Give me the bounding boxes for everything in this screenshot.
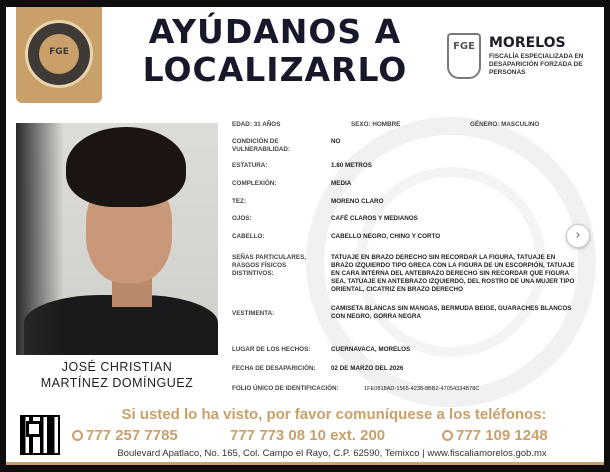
location-label: LUGAR DE LOS HECHOS: xyxy=(232,346,311,353)
location-value: CUERNAVACA, MORELOS xyxy=(331,346,411,353)
folio-value: 1FE0818AD-1565-4238-8BB2-47054334B78C xyxy=(364,386,480,392)
next-image-button[interactable] xyxy=(566,224,590,248)
person-name-line-2: MARTÍNEZ DOMÍNGUEZ xyxy=(40,376,194,390)
footer-accent-bar xyxy=(6,462,604,465)
whatsapp-icon xyxy=(442,430,453,441)
eyes-value: CAFÉ CLAROS Y MEDIANOS xyxy=(331,215,418,222)
vulnerability-label: CONDICIÓN DE VULNERABILIDAD: xyxy=(232,138,291,153)
distinguishing-marks-label: SEÑAS PARTICULARES, RASGOS FÍSICOS DISTINTIVOS: xyxy=(232,254,307,277)
hair-value: CABELLO NEGRO, CHINO Y CORTO xyxy=(331,233,441,240)
phone-2-number: 777 773 08 10 ext. 200 xyxy=(230,427,386,444)
photo-hair xyxy=(66,127,186,207)
brand-subtitle: FISCALÍA ESPECIALIZADA EN DESAPARICIÓN FORZADA DE PERSONAS xyxy=(489,53,584,76)
contact-prompt: Si usted lo ha visto, por favor comuníquese a los teléfonos: xyxy=(121,406,547,423)
headline xyxy=(130,13,420,89)
address-line: Boulevard Apatlaco, No. 165, Col. Campo el Rayo, C.P. 62590, Temixco | www.fiscaliamorelos.gob.mx xyxy=(117,448,547,459)
phone-1[interactable] xyxy=(72,427,178,444)
whatsapp-icon xyxy=(72,430,83,441)
qr-code[interactable] xyxy=(20,415,60,455)
fge-seal-logo xyxy=(25,20,93,88)
complexion-value: MORENO CLARO xyxy=(331,198,384,205)
distinguishing-marks-value: TATUAJE EN BRAZO DERECHO SIN RECORDAR LA FIGURA, TATUAJE EN BRAZO IZQUIERDO TIPO GRECA CON LA FIGURA DE UN ESCORPIÓN, TATUAJE EN CARA INTERNA DEL ANTEBRAZO DERECHO SIN RECORDAR QUE FIGURA SEA, TATUAJE EN ANTEBRAZO IZQUIERDO, DEL ROSTRO DE UNA MUJER TIPO ORIENTAL, CICATRIZ EN BRAZO DERECHO xyxy=(331,254,575,293)
clothing-label: VESTIMENTA: xyxy=(232,310,275,317)
date-label: FECHA DE DESAPARICIÓN: xyxy=(232,365,316,372)
person-name-line-1: JOSÉ CHRISTIAN xyxy=(61,360,173,374)
build-label: COMPLEXIÓN: xyxy=(232,180,277,187)
phone-2[interactable] xyxy=(230,427,385,444)
chevron-right-icon: › xyxy=(575,228,581,243)
date-value: 02 DE MARZO DEL 2026 xyxy=(331,365,404,372)
missing-person-poster xyxy=(6,7,604,465)
gender-label: GÉNERO: MASCULINO xyxy=(470,121,540,128)
height-value: 1.80 METROS xyxy=(331,162,372,169)
vulnerability-value: NO xyxy=(331,138,341,145)
sex-label: SEXO: HOMBRE xyxy=(351,121,401,128)
eyes-label: OJOS: xyxy=(232,215,252,222)
headline-line-2: LOCALIZARLO xyxy=(142,50,408,89)
seal-text: FGE xyxy=(49,47,69,57)
phone-1-number: 777 257 7785 xyxy=(86,427,178,444)
age-label: EDAD: 31 AÑOS xyxy=(232,121,281,128)
phone-3-number: 777 109 1248 xyxy=(456,427,548,444)
brand-name: MORELOS xyxy=(489,35,566,51)
folio-label: FOLIO ÚNICO DE IDENTIFICACIÓN: xyxy=(232,385,339,392)
clothing-value: CAMISETA BLANCAS SIN MANGAS, BERMUDA BEIGE, GUARACHES BLANCOS CON NEGRO, GORRA NEGRA xyxy=(331,305,572,320)
headline-line-1: AYÚDANOS A xyxy=(148,12,402,51)
person-name xyxy=(16,359,218,391)
phone-3[interactable] xyxy=(442,427,548,444)
complexion-label: TEZ: xyxy=(232,198,246,205)
height-label: ESTATURA: xyxy=(232,162,268,169)
build-value: MEDIA xyxy=(331,180,352,187)
photo-shadow xyxy=(16,123,64,355)
fge-logo-text: FGE xyxy=(453,41,475,52)
hair-label: CABELLO: xyxy=(232,233,265,240)
fge-shield-logo xyxy=(447,33,481,79)
person-photo xyxy=(16,123,218,355)
